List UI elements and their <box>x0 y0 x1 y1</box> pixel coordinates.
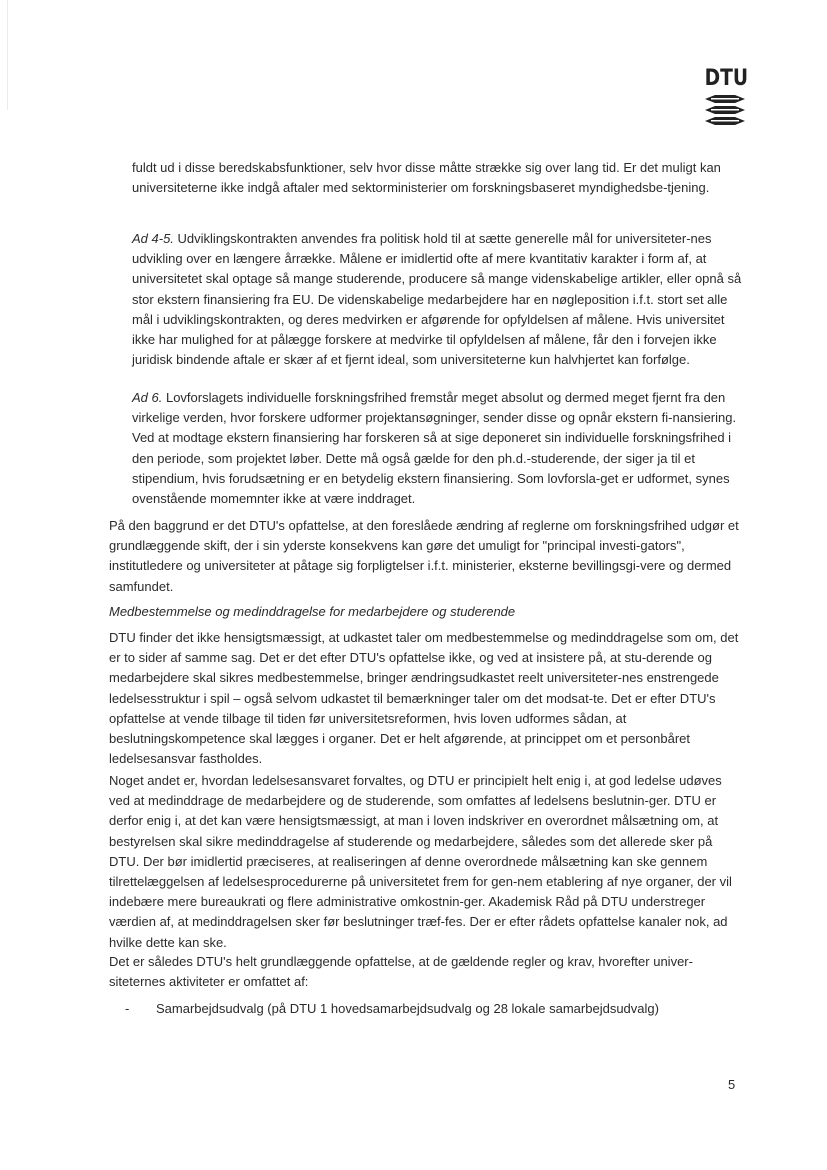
paragraph-3-label: Ad 6. <box>132 390 163 405</box>
paragraph-7: Det er således DTU's helt grundlæggende opfattelse, at de gældende regler og krav, hvorefter univer-siteternes aktiviteter er omfattet af: <box>109 954 693 990</box>
paragraph-3-text: Lovforslagets individuelle forskningsfrihed fremstår meget absolut og dermed meget fjernt fra den virkelige verden, hvor forskere udformer projektansøgninger, sender disse og opnår ekstern fi-nansiering. Ved at modtage ekstern finansiering har forskeren så at sige deponeret sin individuelle forskningsfrihed i den periode, som projektet løber. Dette må også gælde for den ph.d.-studerende, der siger ja til et stipendium, hvis forudsætning er en betydelig ekstern finansiering. Som lovforsla-get er udformet, synes ovenstående momemnter ikke at være inddraget. <box>132 390 737 507</box>
page-edge-mark <box>7 0 8 110</box>
list-item <box>125 999 659 1019</box>
dtu-logo <box>701 66 749 127</box>
bullet-text: Samarbejdsudvalg (på DTU 1 hovedsamarbejdsudvalg og 28 lokale samarbejdsudvalg) <box>156 1001 659 1016</box>
paragraph-6: Noget andet er, hvordan ledelsesansvaret forvaltes, og DTU er principielt helt enig i, at god ledelse udøves ved at medinddrage de medarbejdere og de studerende, som omfattes af ledelsens beslutnin-ger. DTU er derfor enig i, at det kan være hensigtsmæssigt, at man i loven indskriver en overordnet målsætning om, at bestyrelsen skal sikre medinddragelse af studerende og medarbejdere, således som det allerede sker på DTU. Der bør imidlertid præciseres, at realiseringen af denne overordnede målsætning kan ske gennem tilrettelæggelsen af ledelsesprocedurerne på universitetet frem for gen-nem etablering af nye organer, der vil indebære mere bureaukrati og flere administrative omkostnin-ger. Akademisk Råd på DTU understreger værdien af, at medinddragelsen sker før beslutninger træf-fes. Der er efter rådets opfattelse kanaler nok, ad hvilke dette kan ske. <box>109 773 732 950</box>
section-heading: Medbestemmelse og medinddragelse for medarbejdere og studerende <box>109 604 516 619</box>
paragraph-5: DTU finder det ikke hensigtsmæssigt, at udkastet taler om medbestemmelse og medinddragelse som om, det er to sider af samme sag. Det er det efter DTU's opfattelse ikke, og ved at insistere på, at stu-derende og medarbejdere skal sikres medbestemmelse, bringer ændringsudkastet reelt universiteter-nes enstrengede ledelsesstruktur i spil – også selvom udkastet til bemærkninger taler om det modsat-te. Det er efter DTU's opfattelse at vende tilbage til tiden før universitetsreformen, hvis loven udformes sådan, at beslutningskompetence skal lægges i organer. Det er helt afgørende, at princippet om et personbåret ledelsesansvar fastholdes. <box>109 630 739 767</box>
dtu-logo-icon <box>701 93 749 127</box>
paragraph-3 <box>132 388 742 509</box>
paragraph-4: På den baggrund er det DTU's opfattelse, at den foreslåede ændring af reglerne om forskningsfrihed udgør et grundlæggende skift, der i sin yderste konsekvens kan gøre det umuligt for "principal investi-gators", institutledere og universiteter at påtage sig forpligtelser i.f.t. ministerier, eksterne bevillingsgi-vere og dermed samfundet. <box>109 518 739 594</box>
bullet-dash: - <box>125 1001 130 1016</box>
paragraph-2-text: Udviklingskontrakten anvendes fra politisk hold til at sætte generelle mål for universiteter-nes udvikling over en længere årrække. Målene er imidlertid ofte af mere kvantitativ karakter i form af, at universitetet skal optage så mange studerende, producere så mange videnskabelige artikler, eller opnå så stor ekstern finansiering fra EU. De videnskabelige medarbejdere har en nøgleposition i.f.t. stort set alle mål i udviklingskontrakten, og deres medvirken er afgørende for opfyldelsen af målene. Hvis universitet ikke har mulighed for at pålægge forskere at medvirke til opfyldelsen af målene, får den i forvejen ikke juridisk bindende aftale er skær af et fjernt ideal, som universiteterne kun halvhjertet kan forfølge. <box>132 231 742 368</box>
logo-text: DTU <box>704 66 749 91</box>
page-number: 5 <box>728 1077 736 1092</box>
paragraph-2-label: Ad 4-5. <box>132 231 174 246</box>
paragraph-1: fuldt ud i disse beredskabsfunktioner, selv hvor disse måtte strække sig over lang tid. Er det muligt kan universiteterne ikke indgå aftaler med sektorministerier om forskningsbaseret myndighedsbe-tjening. <box>132 160 721 196</box>
paragraph-2 <box>132 229 742 370</box>
